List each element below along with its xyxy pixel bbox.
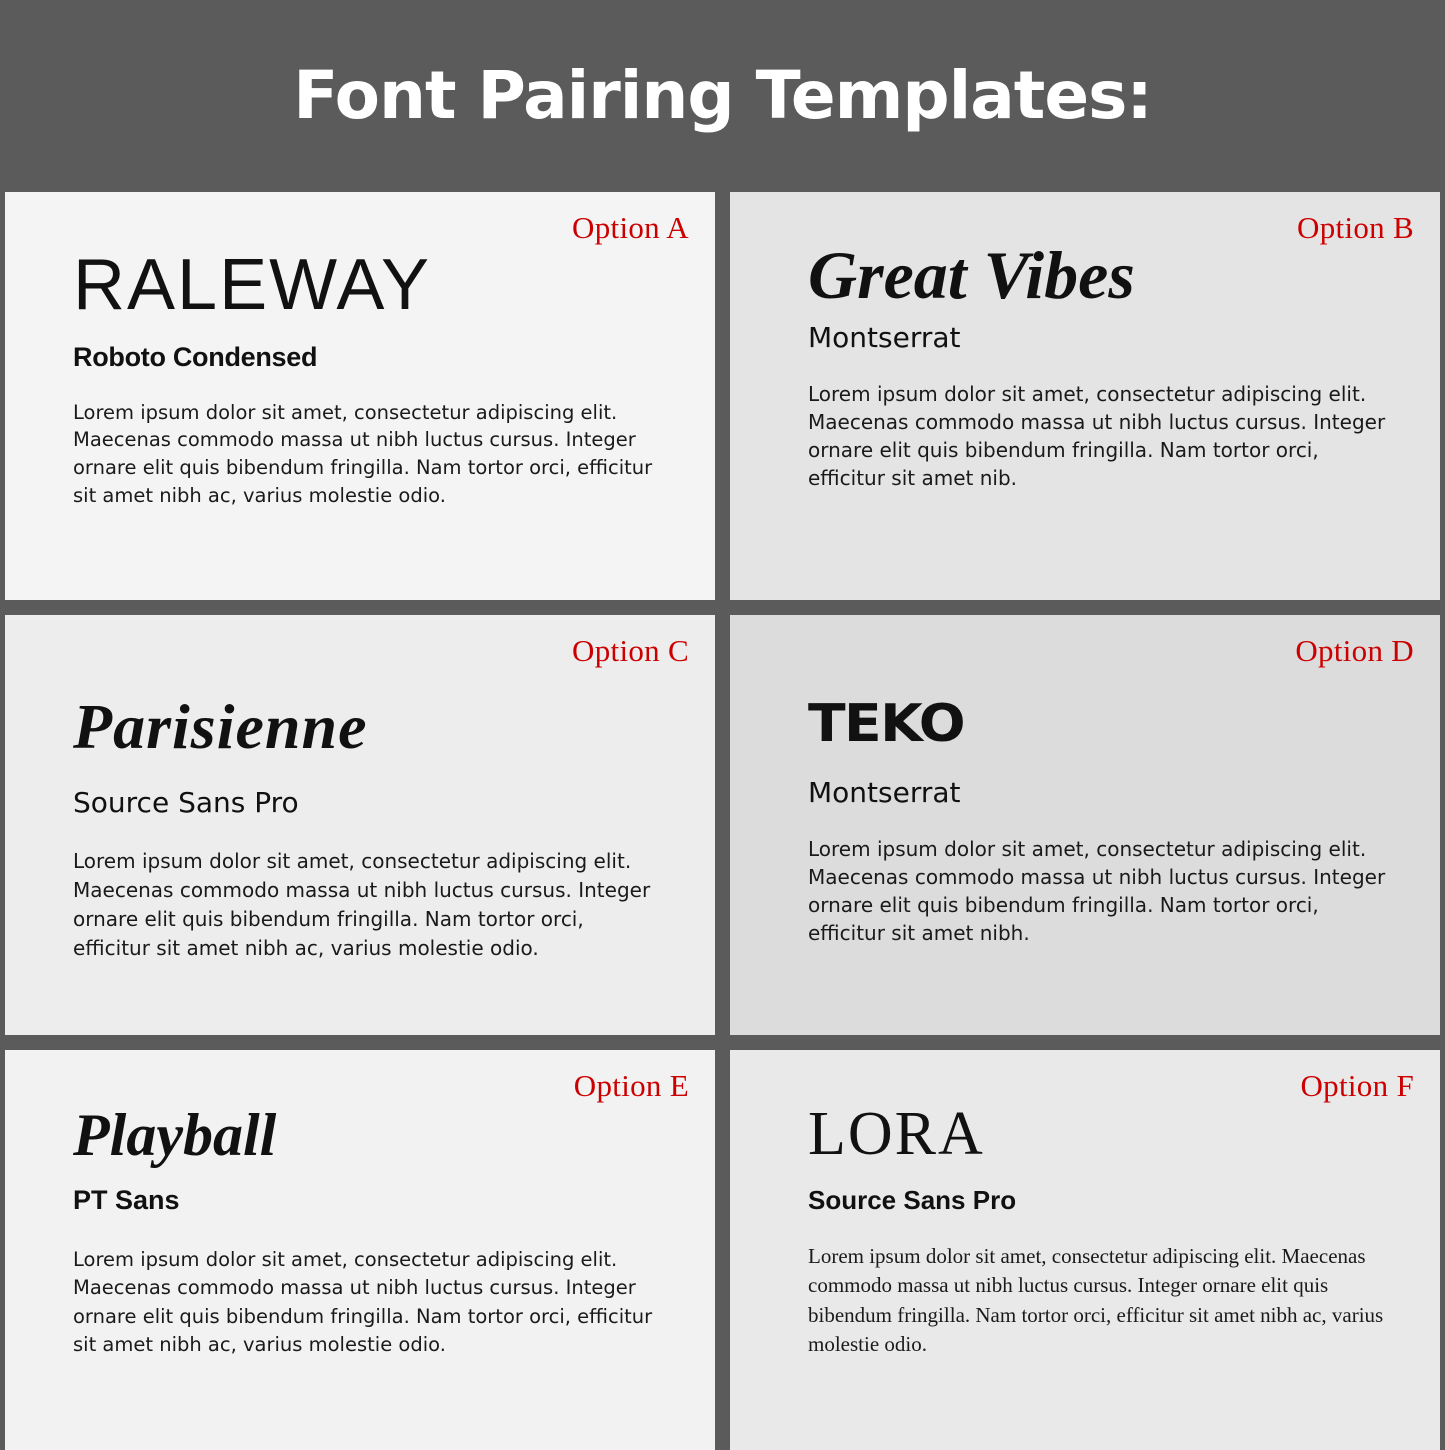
option-card-d[interactable]	[730, 615, 1440, 1035]
option-label-d: Option D	[1295, 633, 1414, 668]
secondary-font-name-c: Source Sans Pro	[73, 786, 299, 820]
secondary-font-name-a: Roboto Condensed	[73, 341, 318, 372]
sample-body-text-b: Lorem ipsum dolor sit amet, consectetur adipiscing elit. Maecenas commodo massa ut nibh luctus cursus. Integer ornare elit quis bibendum fringilla. Nam tortor orci, efficitur sit amet nib.	[808, 382, 1386, 491]
page-title: Font Pairing Templates:	[293, 57, 1152, 134]
option-card-a[interactable]	[5, 192, 715, 600]
primary-font-name-a: RALEWAY	[73, 245, 432, 325]
primary-font-name-e: Playball	[73, 1102, 277, 1168]
secondary-font-name-d: Montserrat	[808, 775, 961, 809]
sample-body-text-a: Lorem ipsum dolor sit amet, consectetur adipiscing elit. Maecenas commodo massa ut nibh luctus cursus. Integer ornare elit quis bibendum fringilla. Nam tortor orci, efficitur sit amet nibh ac, varius molestie odio.	[73, 400, 653, 507]
secondary-font-name-b: Montserrat	[808, 321, 961, 355]
sample-body-text-f: Lorem ipsum dolor sit amet, consectetur adipiscing elit. Maecenas commodo massa ut nibh luctus cursus. Integer ornare elit quis bibendum fringilla. Nam tortor orci, efficitur sit amet nibh ac, varius molestie odio.	[808, 1244, 1384, 1357]
options-grid	[0, 192, 1445, 1450]
primary-font-name-f: LORA	[808, 1100, 985, 1168]
option-label-b: Option B	[1297, 210, 1414, 245]
option-card-b[interactable]	[730, 192, 1440, 600]
option-card-e[interactable]	[5, 1050, 715, 1450]
primary-font-name-b: Great Vibes	[808, 237, 1135, 313]
primary-font-name-d: TEKO	[808, 694, 964, 754]
option-label-c: Option C	[572, 633, 689, 668]
secondary-font-name-f: Source Sans Pro	[808, 1185, 1017, 1216]
sample-body-text-e: Lorem ipsum dolor sit amet, consectetur adipiscing elit. Maecenas commodo massa ut nibh luctus cursus. Integer ornare elit quis bibendum fringilla. Nam tortor orci, efficitur sit amet nibh ac, varius molestie odio.	[73, 1248, 653, 1356]
option-label-f: Option F	[1300, 1068, 1414, 1103]
sample-body-text-d: Lorem ipsum dolor sit amet, consectetur adipiscing elit. Maecenas commodo massa ut nibh luctus cursus. Integer ornare elit quis bibendum fringilla. Nam tortor orci, efficitur sit amet nibh.	[808, 836, 1386, 945]
secondary-font-name-e: PT Sans	[73, 1185, 180, 1215]
sample-body-text-c: Lorem ipsum dolor sit amet, consectetur adipiscing elit. Maecenas commodo massa ut nibh luctus cursus. Integer ornare elit quis bibendum fringilla. Nam tortor orci, efficitur sit amet nibh ac, varius molestie odio.	[73, 849, 651, 961]
option-label-e: Option E	[573, 1068, 689, 1103]
option-card-f[interactable]	[730, 1050, 1440, 1450]
option-card-c[interactable]	[5, 615, 715, 1035]
option-label-a: Option A	[572, 210, 689, 245]
poster-header	[0, 0, 1445, 192]
primary-font-name-c: Parisienne	[73, 691, 368, 762]
